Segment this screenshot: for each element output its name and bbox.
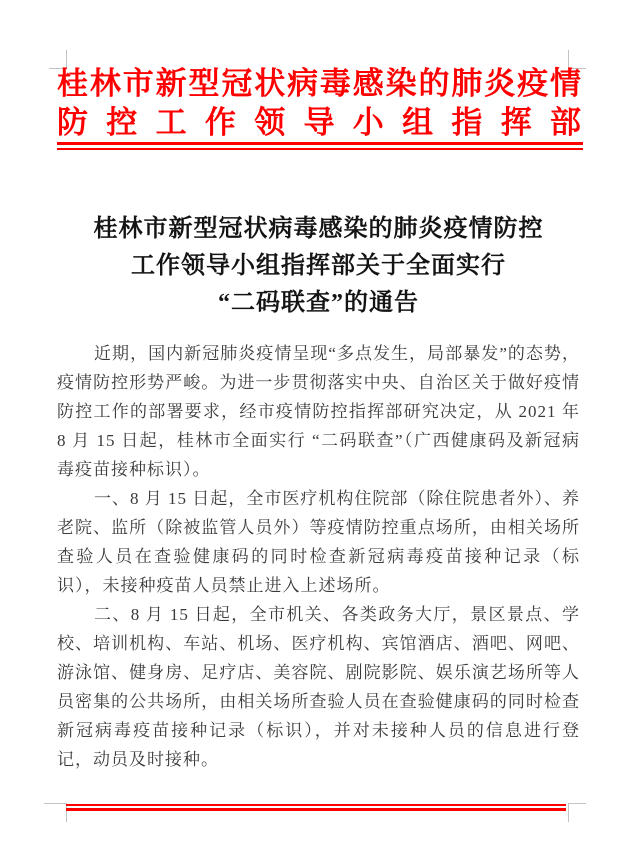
footer-rule-thin bbox=[66, 804, 566, 806]
title-line-2: 工作领导小组指挥部关于全面实行 bbox=[131, 253, 506, 279]
body-paragraph-item-1: 一、8 月 15 日起，全市医疗机构住院部（除住院患者外）、养老院、监所（除被监管人员外）等疫情防控重点场所，由相关场所查验人员在查验健康码的同时检查新冠病毒疫苗接种记录（标识），未接种疫苗人员禁止进入上述场所。 bbox=[57, 489, 580, 595]
letterhead-rule-thin bbox=[57, 148, 583, 150]
letterhead-rule-thick bbox=[57, 142, 583, 145]
crop-mark-bottom-right bbox=[568, 803, 586, 822]
letterhead bbox=[57, 64, 581, 142]
crop-mark-bottom-left bbox=[44, 803, 67, 822]
letterhead-line-2: 防控工作领导小组指挥部 bbox=[57, 105, 581, 140]
document-title bbox=[57, 211, 580, 322]
body-paragraph-intro: 近期，国内新冠肺炎疫情呈现“多点发生，局部暴发”的态势，疫情防控形势严峻。为进一步贯彻落实中央、自治区关于做好疫情防控工作的部署要求，经市疫情防控指挥部研究决定，从 2021 年 8 月 15 日起，桂林市全面实行 “二码联查”（广西健康码及新冠病毒疫苗接种标识）。 bbox=[57, 344, 580, 479]
body-paragraph-item-2: 二、8 月 15 日起，全市机关、各类政务大厅，景区景点、学校、培训机构、车站、机场、医疗机构、宾馆酒店、酒吧、网吧、游泳馆、健身房、足疗店、美容院、剧院影院、娱乐演艺场所等人员密集的公共场所，由相关场所查验人员在查验健康码的同时检查新冠病毒疫苗接种记录（标识），并对未接种人员的信息进行登记，动员及时接种。 bbox=[57, 605, 580, 769]
footer-rule-thick bbox=[66, 808, 566, 811]
title-line-3: “二码联查”的通告 bbox=[218, 290, 419, 316]
title-line-1: 桂林市新型冠状病毒感染的肺炎疫情防控 bbox=[93, 216, 544, 242]
document-body bbox=[57, 339, 580, 774]
letterhead-line-1: 桂林市新型冠状病毒感染的肺炎疫情 bbox=[57, 66, 581, 101]
